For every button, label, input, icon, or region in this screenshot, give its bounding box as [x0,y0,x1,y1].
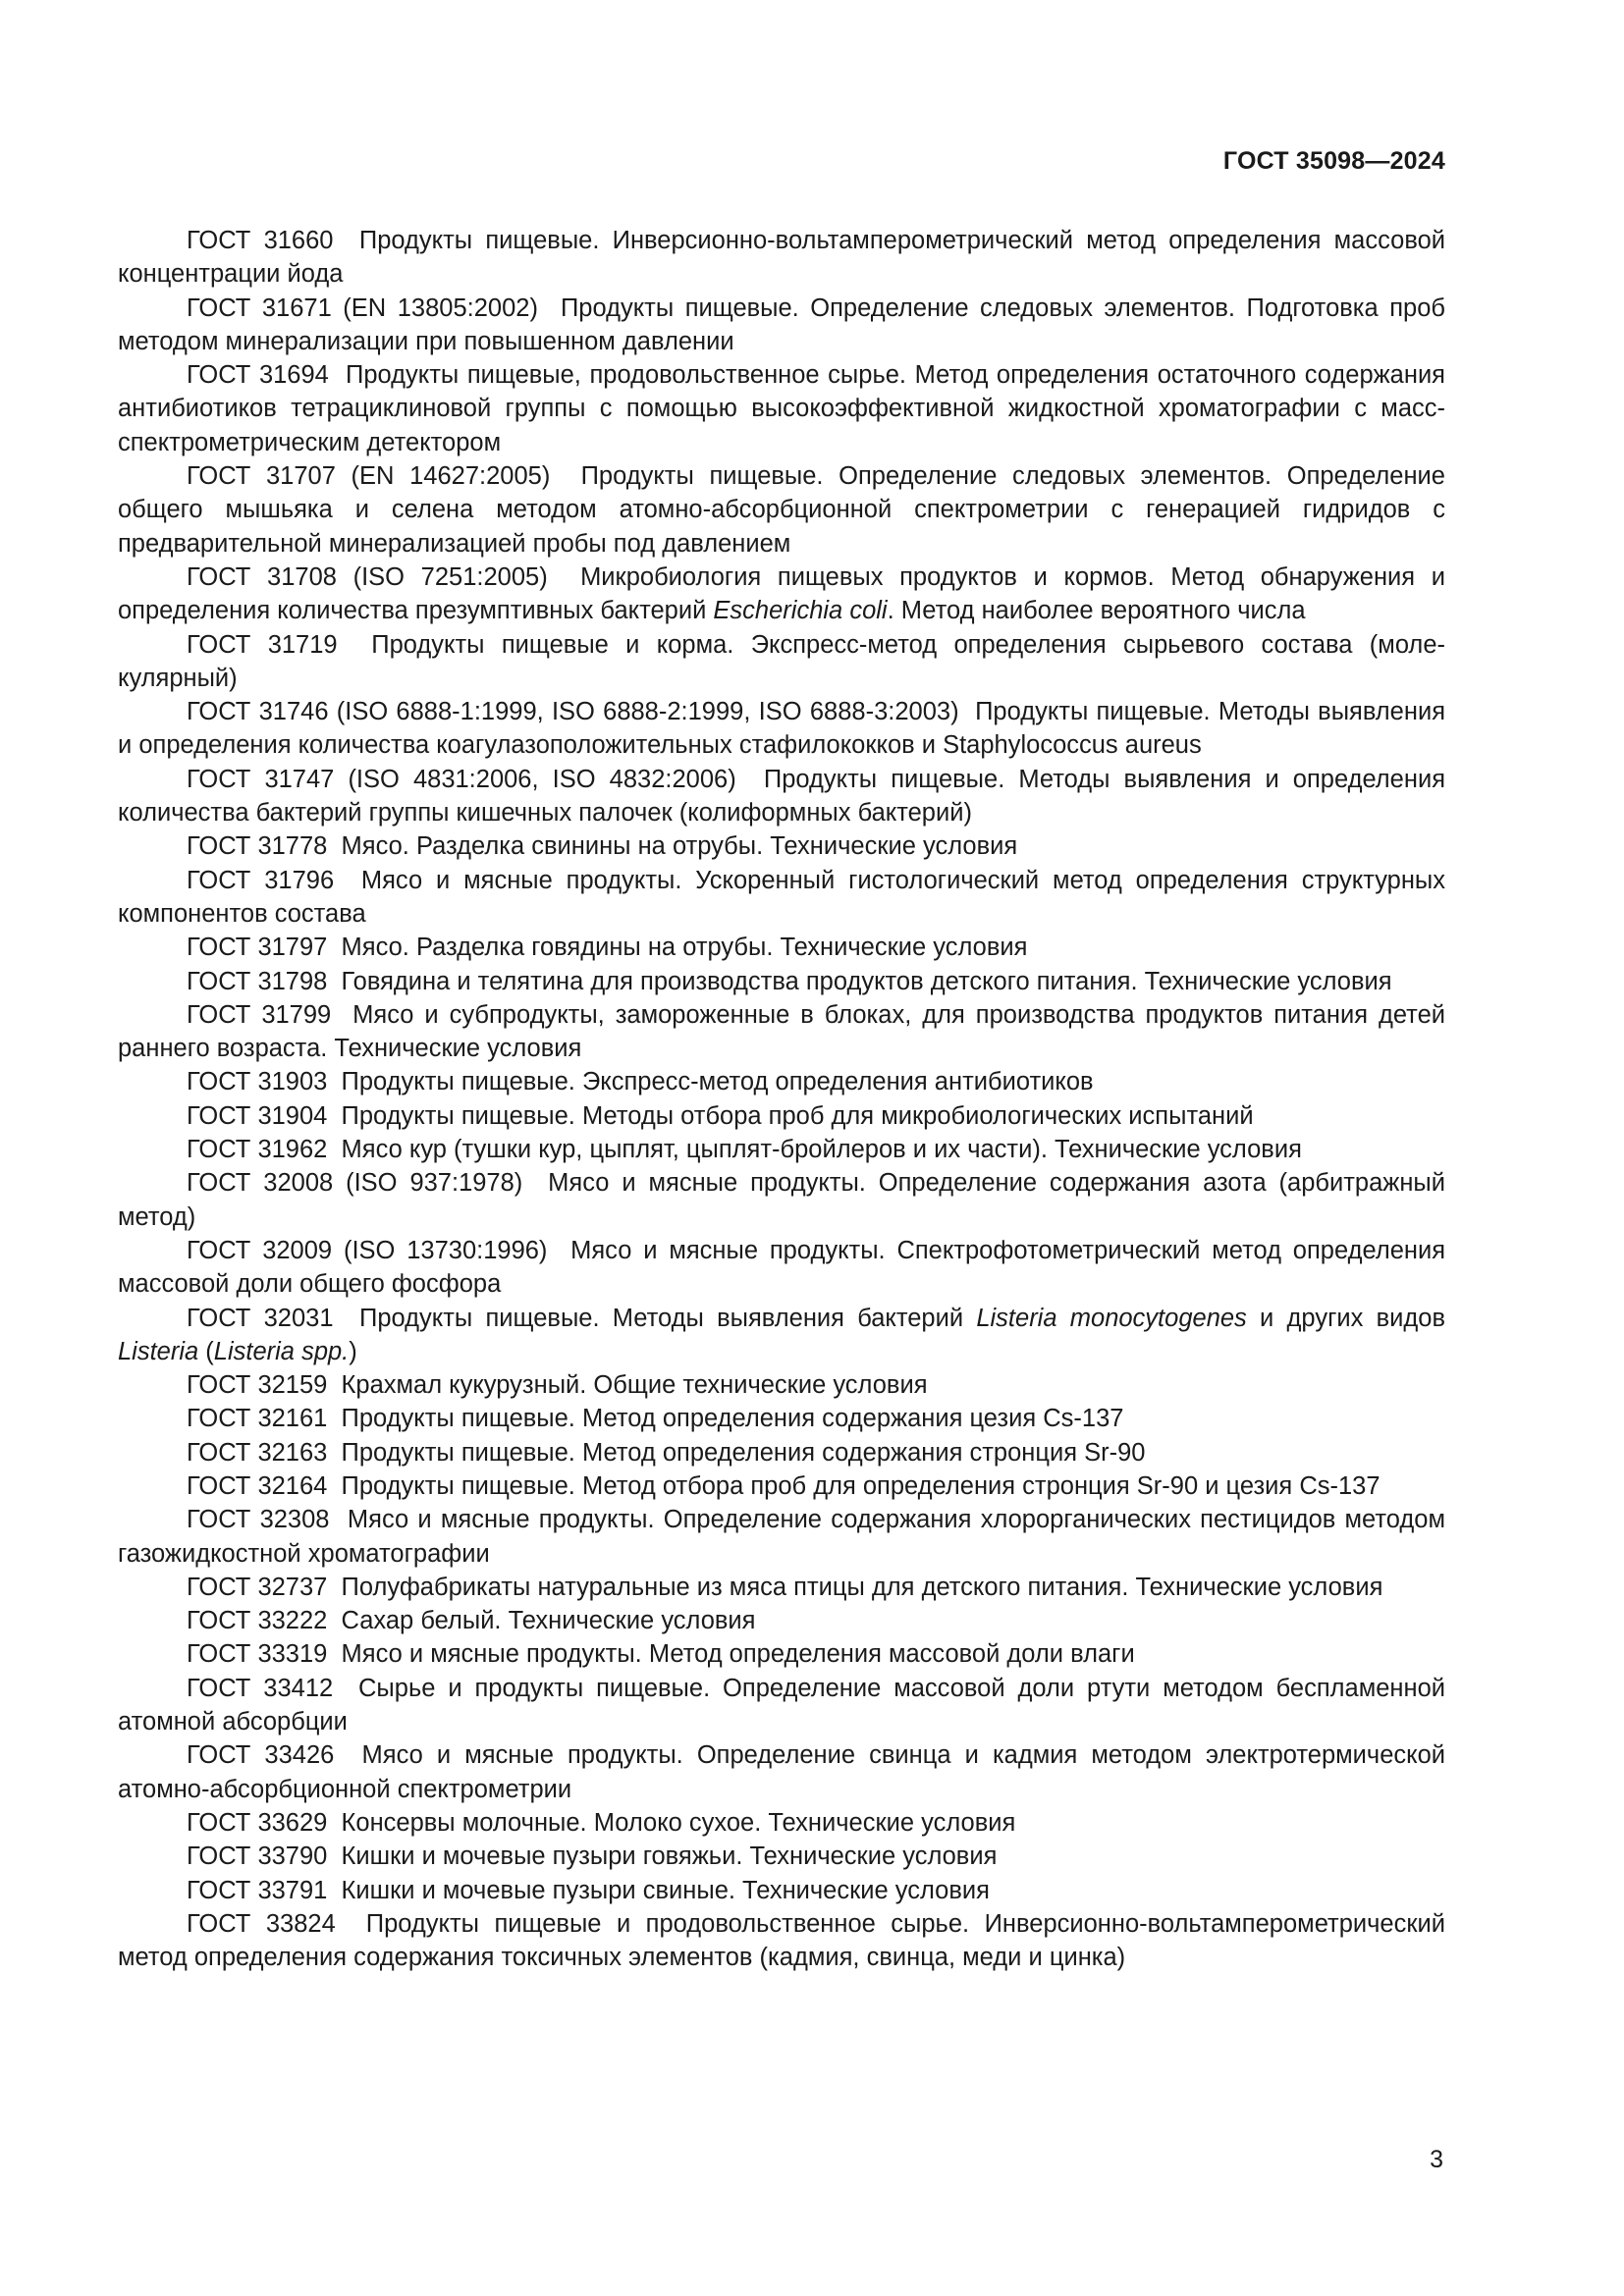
species-name-italic: Listeria monocytogenes [976,1304,1247,1332]
reference-entry [118,864,1445,932]
reference-entry [118,459,1445,561]
standard-title-text: Мясо и мясные продукты. Метод определения массовой доли влаги [341,1640,1135,1669]
standard-title-text: Мясо и мясные продукты. Ускоренный гистологический метод определения структурных компонентов состава [118,866,1446,928]
standard-code: ГОСТ 31799 [187,1000,332,1029]
reference-entry [118,1402,1445,1435]
reference-entry [118,224,1445,292]
standard-code: ГОСТ 33791 [187,1876,328,1904]
standard-title-text: Продукты пищевые. Инверсионно-вольтамперометрический метод определения массовой концентрации йода [118,227,1445,289]
reference-entry [118,1133,1445,1166]
reference-entry [118,1806,1445,1840]
standard-title-text: Продукты пищевые. Метод определения содержания цезия Cs-137 [341,1405,1124,1433]
reference-entry [118,292,1445,359]
standard-code: ГОСТ 32031 [187,1304,334,1332]
standard-title-text: Сырье и продукты пищевые. Определение массовой доли ртути методом беспламенной атомной абсорбции [118,1674,1445,1736]
standard-code: ГОСТ 32159 [187,1371,328,1400]
standard-title-text: Продукты пищевые. Определение следовых элементов. Определение общего мышьяка и селена методом атомно-абсорбционной спектрометрии с генерацией гидридов с предварительной минерализацией пробы под давлением [118,462,1445,558]
document-header: ГОСТ 35098—2024 [1222,147,1445,175]
standard-title-text: Продукты пищевые. Экспресс-метод определения антибиотиков [341,1068,1094,1096]
standard-title-text: . Метод наиболее вероятного числа [887,597,1306,625]
standard-code: ГОСТ 31962 [187,1136,328,1164]
standard-code: ГОСТ 31694 [187,361,329,390]
standard-code: ГОСТ 32164 [187,1471,328,1500]
standard-title-text: Мясо. Разделка свинины на отрубы. Технические условия [341,832,1018,861]
species-name-italic: Listeria spp. [213,1337,350,1365]
standard-code: ГОСТ 32737 [187,1573,328,1601]
reference-entry [118,1637,1445,1671]
standard-title-text: Продукты пищевые и продовольственное сырье. Инверсионно-вольтамперометрический метод определения содержания токсичных элементов (кадмия, свинца, меди и цинка) [118,1909,1445,1972]
standard-title-text: Мясо и мясные продукты. Определение содержания хлорорганических пестицидов методом газожидкостной хроматографии [118,1506,1445,1568]
standard-title-text: Продукты пищевые. Определение следовых элементов. Подготовка проб методом минерализации при повышенном давлении [118,294,1445,355]
standard-title-text: ( [198,1337,214,1365]
reference-entry [118,1571,1445,1604]
reference-entry [118,998,1445,1066]
standard-code: ГОСТ 31746 (ISO 6888-1:1999, ISO 6888-2:1999, ISO 6888-3:2003) [187,698,959,726]
standard-code: ГОСТ 31798 [187,967,328,995]
standard-title-text: Говядина и телятина для производства продуктов детского питания. Технические условия [341,967,1392,995]
reference-entry [118,1604,1445,1637]
standard-code: ГОСТ 31747 (ISO 4831:2006, ISO 4832:2006) [187,765,736,793]
reference-entry [118,1672,1445,1739]
standard-title-text: Кишки и мочевые пузыри свиные. Технические условия [341,1876,990,1904]
standard-title-text: Продукты пищевые. Методы отбора проб для микробиологических испытаний [341,1101,1254,1130]
standard-title-text: Продукты пищевые. Метод отбора проб для определения стронция Sr-90 и цезия Cs-137 [341,1471,1380,1500]
species-name-italic: Escherichia coli [713,597,888,625]
standard-title-text: Кишки и мочевые пузыри говяжьи. Технические условия [341,1842,998,1871]
reference-entry [118,1166,1445,1234]
standard-code: ГОСТ 33412 [187,1674,334,1702]
reference-entry [118,1368,1445,1402]
standard-title-text: Продукты пищевые, продовольственное сырье. Метод определения остаточного содержания антибиотиков тетрациклиновой группы с помощью высокоэффективной жидкостной хроматографии с масс-спектрометрическим детектором [118,361,1445,456]
standard-title-text: Продукты пищевые. Метод определения содержания стронция Sr-90 [341,1438,1146,1467]
reference-entry [118,358,1445,459]
standard-title-text: Продукты пищевые. Методы выявления и определения количества бактерий группы кишечных палочек (колиформных бактерий) [118,765,1446,828]
standard-title-text: Мясо и субпродукты, замороженные в блоках, для производства продуктов питания детей раннего возраста. Технические условия [118,1000,1445,1063]
reference-entry [118,1302,1445,1369]
standard-code: ГОСТ 31719 [187,630,338,659]
standard-title-text: Мясо и мясные продукты. Спектрофотометрический метод определения массовой доли общего фосфора [118,1236,1446,1299]
reference-entry [118,1874,1445,1907]
standard-title-text: ) [349,1337,357,1365]
reference-entry [118,1840,1445,1873]
standard-code: ГОСТ 31796 [187,866,335,894]
standard-title-text: Мясо и мясные продукты. Определение содержания азота (арбитражный метод) [118,1169,1446,1231]
standard-code: ГОСТ 31797 [187,934,328,962]
reference-entry [118,1907,1445,1975]
standard-code: ГОСТ 32163 [187,1438,328,1467]
reference-entry [118,628,1445,696]
standard-title-text: Продукты пищевые. Методы выявления бактерий [359,1304,977,1332]
reference-entry [118,965,1445,998]
reference-entry [118,561,1445,628]
standard-code: ГОСТ 33426 [187,1741,335,1770]
species-name-italic: Listeria [118,1337,199,1365]
reference-entry [118,1503,1445,1571]
reference-entry [118,1469,1445,1503]
standard-code: ГОСТ 33222 [187,1607,328,1635]
reference-entry [118,1234,1445,1302]
reference-entry [118,695,1445,763]
standard-code: ГОСТ 32009 (ISO 13730:1996) [187,1236,548,1264]
standard-code: ГОСТ 31660 [187,227,334,254]
page-number: 3 [1430,2146,1443,2173]
standard-code: ГОСТ 32008 (ISO 937:1978) [187,1169,523,1198]
standard-title-text: Консервы молочные. Молоко сухое. Технические условия [341,1808,1016,1837]
reference-entry [118,1065,1445,1098]
standard-code: ГОСТ 33824 [187,1909,336,1938]
standard-code: ГОСТ 33790 [187,1842,328,1871]
standard-code: ГОСТ 31778 [187,832,328,861]
standard-code: ГОСТ 31904 [187,1101,328,1130]
standard-title-text: Мясо кур (тушки кур, цыплят, цыплят-бройлеров и их части). Технические условия [341,1136,1302,1164]
reference-entry [118,1738,1445,1806]
standard-title-text: Продукты пищевые. Методы выявления и определения количества коагулазоположительных стафилококков и Staphylococcus aureus [118,698,1446,760]
reference-entry [118,1099,1445,1133]
standard-code: ГОСТ 31671 (EN 13805:2002) [187,294,538,322]
standard-title-text: и других видов [1246,1304,1446,1332]
standard-code: ГОСТ 31708 (ISO 7251:2005) [187,562,548,591]
standard-code: ГОСТ 32308 [187,1506,330,1534]
standard-code: ГОСТ 33319 [187,1640,328,1669]
standard-title-text: Продукты пищевые и корма. Экспресс-метод определения сырьевого состава (молекулярный) [118,630,1445,692]
reference-entry [118,1436,1445,1469]
standard-code: ГОСТ 31903 [187,1068,328,1096]
standard-code: ГОСТ 33629 [187,1808,328,1837]
standard-code: ГОСТ 32161 [187,1405,328,1433]
standard-title-text: Микробиология пищевых продуктов и кормов. Метод обнаружения и определения количества презумптивных бактерий [118,562,1446,625]
reference-list [118,224,1445,1974]
reference-entry [118,931,1445,964]
standard-title-text: Мясо и мясные продукты. Определение свинца и кадмия методом электротермической атомно-абсорбционной спектрометрии [118,1741,1446,1803]
standard-title-text: Полуфабрикаты натуральные из мяса птицы для детского питания. Технические условия [341,1573,1383,1601]
standard-code: ГОСТ 31707 (EN 14627:2005) [187,462,551,491]
standard-title-text: Сахар белый. Технические условия [341,1607,756,1635]
reference-entry [118,763,1445,830]
standard-title-text: Мясо. Разделка говядины на отрубы. Технические условия [341,934,1028,962]
reference-entry [118,829,1445,863]
standard-title-text: Крахмал кукурузный. Общие технические условия [341,1371,928,1400]
